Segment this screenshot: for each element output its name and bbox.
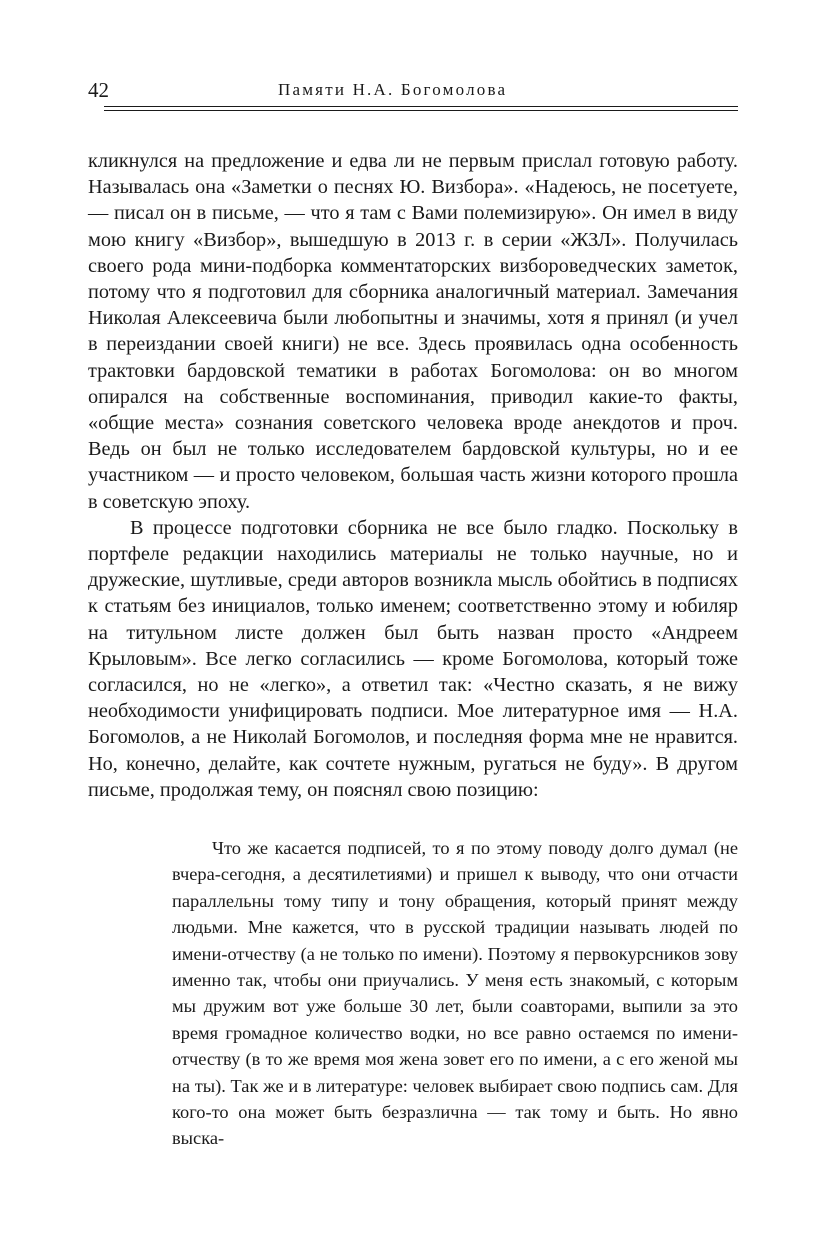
header-rule-top [104, 106, 738, 107]
running-title: Памяти Н.А. Богомолова [278, 80, 508, 99]
header-rule-bottom [104, 110, 738, 111]
paragraph-1: кликнулся на предложение и едва ли не первым прислал готовую работу. Называлась она «Заметки о песнях Ю. Визбора». «Надеюсь, не посетуете, — писал он в письме, — что я там с Вами полемизирую». Он имел в виду мою книгу «Визбор», вышедшую в 2013 г. в серии «ЖЗЛ». Получилась своего рода мини-подборка комментаторских визбороведческих заметок, потому что я подготовил для сборника аналогичный материал. Замечания Николая Алексеевича были любопытны и значимы, хотя я принял (и учел в переиздании своей книги) не все. Здесь проявилась одна особенность трактовки бардовской тематики в работах Богомолова: он во многом опирался на собственные воспоминания, приводил какие-то факты, «общие места» сознания советского человека вроде анекдотов и проч. Ведь он был не только исследователем бардовской культуры, но и ее участником — и просто человеком, большая часть жизни которого прошла в советскую эпоху. [88, 150, 738, 513]
page-number: 42 [88, 78, 109, 102]
page-header [88, 78, 738, 102]
paragraph-2: В процессе подготовки сборника не все было гладко. Поскольку в портфеле редакции находились материалы не только научные, но и дружеские, шутливые, среди авторов возникла мысль обойтись в подписях к статьям без инициалов, только именем; соответственно этому и юбиляр на титульном листе должен был быть назван просто «Андреем Крыловым». Все легко согласились — кроме Богомолова, который тоже согласился, но не «легко», а ответил так: «Честно сказать, я не вижу необходимости унифицировать подписи. Мое литературное имя — Н.А. Богомолов, а не Николай Богомолов, и последняя форма мне не нравится. Но, конечно, делайте, как сочтете нужным, ругаться не буду». В другом письме, продолжая тему, он пояснял свою позицию: [88, 516, 738, 801]
block-quote: Что же касается подписей, то я по этому поводу долго думал (не вчера-сегодня, а десятилетиями) и пришел к выводу, что они отчасти параллельны тому типу и тону обращения, который принят между людьми. Мне кажется, что в русской традиции называть людей по имени-отчеству (а не только по имени). Поэтому я первокурсников зову именно так, чтобы они приучались. У меня есть знакомый, с которым мы дружим вот уже больше 30 лет, были соавторами, выпили за это время громадное количество водки, но все равно остаемся по имени-отчеству (в то же время моя жена зовет его по имени, а с его женой мы на ты). Так же и в литературе: человек выбирает свою подпись сам. Для кого-то она может быть безразлична — так тому и быть. Но явно выска- [172, 838, 738, 1149]
main-text [88, 148, 738, 803]
